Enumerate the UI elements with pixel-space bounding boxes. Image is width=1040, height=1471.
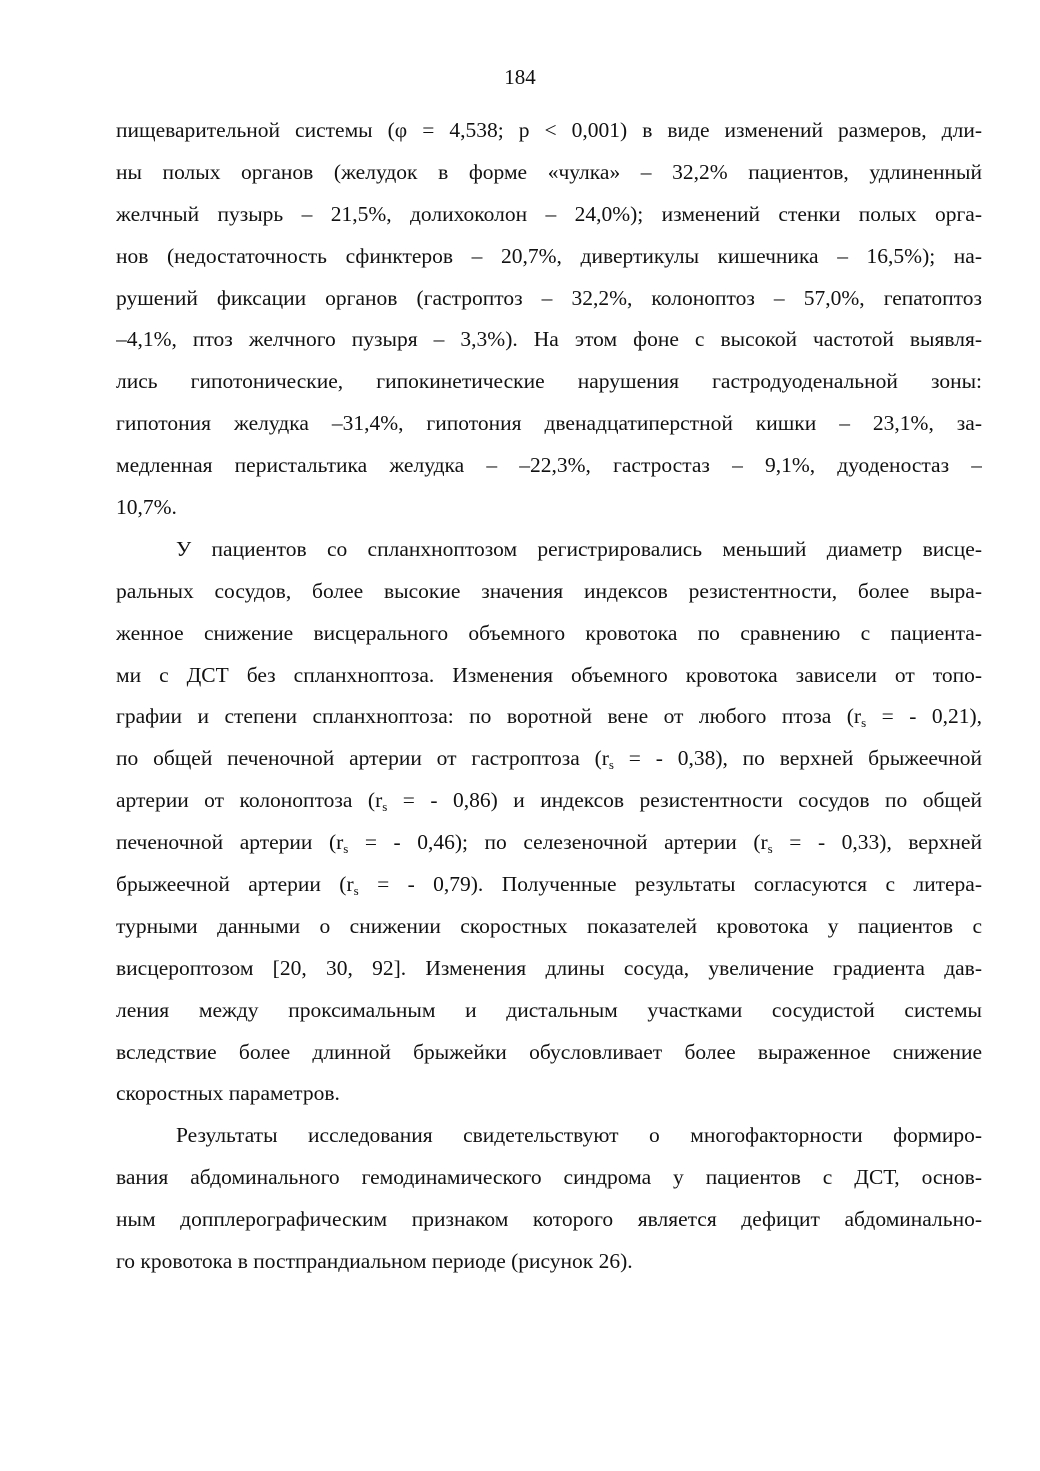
- text-run: лись гипотонические, гипокинетические нарушения гастродуоденальной зоны:: [116, 369, 982, 394]
- text-line: [116, 655, 982, 697]
- text-line: [116, 906, 982, 948]
- text-run: брыжеечной артерии (r: [116, 872, 354, 897]
- text-line: [116, 403, 982, 445]
- text-line: [116, 487, 982, 529]
- text-run: висцероптозом [20, 30, 92]. Изменения длины сосуда, увеличение градиента дав-: [116, 955, 982, 980]
- text-run: ми с ДСТ без спланхноптоза. Изменения объемного кровотока зависели от топо-: [116, 662, 982, 687]
- text-run: го кровотока в постпрандиальном периоде (рисунок 26).: [116, 1249, 633, 1274]
- text-line: [116, 780, 982, 822]
- text-line: [116, 110, 982, 152]
- text-line: [116, 1032, 982, 1074]
- text-run: У пациентов со спланхноптозом регистрировались меньший диаметр висце-: [176, 536, 982, 561]
- text-run: печеночной артерии (r: [116, 830, 344, 855]
- text-run: артерии от колоноптоза (r: [116, 788, 383, 813]
- text-line: [116, 822, 982, 864]
- text-line: [116, 236, 982, 278]
- text-run: Результаты исследования свидетельствуют о многофакторности формиро-: [176, 1123, 982, 1148]
- text-run: вследствие более длинной брыжейки обусловливает более выраженное снижение: [116, 1039, 982, 1064]
- subscript: s: [767, 841, 773, 857]
- text-line: [116, 1073, 982, 1115]
- subscript: s: [382, 799, 388, 815]
- text-run: нов (недостаточность сфинктеров – 20,7%, дивертикулы кишечника – 16,5%); на-: [116, 243, 982, 268]
- text-run: по общей печеночной артерии от гастроптоза (r: [116, 746, 609, 771]
- subscript: s: [861, 715, 867, 731]
- text-run: графии и степени спланхноптоза: по воротной вене от любого птоза (r: [116, 704, 862, 729]
- text-line: [116, 990, 982, 1032]
- text-run: = - 0,33), верхней: [772, 830, 982, 855]
- text-run: 10,7%.: [116, 495, 177, 520]
- text-run: турными данными о снижении скоростных показателей кровотока у пациентов с: [116, 913, 982, 938]
- text-line: [116, 864, 982, 906]
- text-run: ны полых органов (желудок в форме «чулка» – 32,2% пациентов, удлиненный: [116, 159, 982, 184]
- text-line: [116, 361, 982, 403]
- text-run: ления между проксимальным и дистальным участками сосудистой системы: [116, 997, 982, 1022]
- text-line: [116, 278, 982, 320]
- text-run: скоростных параметров.: [116, 1081, 340, 1106]
- text-run: –4,1%, птоз желчного пузыря – 3,3%). На этом фоне с высокой частотой выявля-: [116, 327, 982, 352]
- text-line: [116, 1115, 982, 1157]
- text-run: гипотония желудка –31,4%, гипотония двенадцатиперстной кишки – 23,1%, за-: [116, 411, 982, 436]
- subscript: s: [608, 757, 614, 773]
- text-line: [116, 152, 982, 194]
- text-line: [116, 1241, 982, 1283]
- subscript: s: [353, 883, 359, 899]
- text-run: вания абдоминального гемодинамического синдрома у пациентов с ДСТ, основ-: [116, 1165, 982, 1190]
- text-run: медленная перистальтика желудка – –22,3%, гастростаз – 9,1%, дуоденостаз –: [116, 453, 982, 478]
- text-line: [116, 445, 982, 487]
- text-run: рушений фиксации органов (гастроптоз – 32,2%, колоноптоз – 57,0%, гепатоптоз: [116, 285, 982, 310]
- text-run: женное снижение висцерального объемного кровотока по сравнению с пациента-: [116, 620, 982, 645]
- text-line: [116, 529, 982, 571]
- text-line: [116, 1157, 982, 1199]
- text-run: пищеварительной системы (φ = 4,538; р < 0,001) в виде изменений размеров, дли-: [116, 118, 982, 142]
- document-body: [116, 110, 982, 1283]
- text-run: = - 0,21),: [866, 704, 982, 729]
- text-line: [116, 738, 982, 780]
- text-line: [116, 948, 982, 990]
- text-line: [116, 613, 982, 655]
- subscript: s: [343, 841, 349, 857]
- text-line: [116, 319, 982, 361]
- text-run: = - 0,38), по верхней брыжеечной: [613, 746, 982, 771]
- text-run: = - 0,46); по селезеночной артерии (r: [348, 830, 768, 855]
- text-run: = - 0,79). Полученные результаты согласуются с литера-: [358, 872, 982, 897]
- text-run: ным допплерографическим признаком которого является дефицит абдоминально-: [116, 1207, 982, 1232]
- page-number: 184: [504, 65, 536, 89]
- text-run: ральных сосудов, более высокие значения индексов резистентности, более выра-: [116, 578, 982, 603]
- text-line: [116, 1199, 982, 1241]
- text-line: [116, 696, 982, 738]
- text-run: = - 0,86) и индексов резистентности сосудов по общей: [387, 788, 982, 813]
- text-line: [116, 194, 982, 236]
- text-run: желчный пузырь – 21,5%, долихоколон – 24,0%); изменений стенки полых орга-: [116, 201, 982, 226]
- text-line: [116, 571, 982, 613]
